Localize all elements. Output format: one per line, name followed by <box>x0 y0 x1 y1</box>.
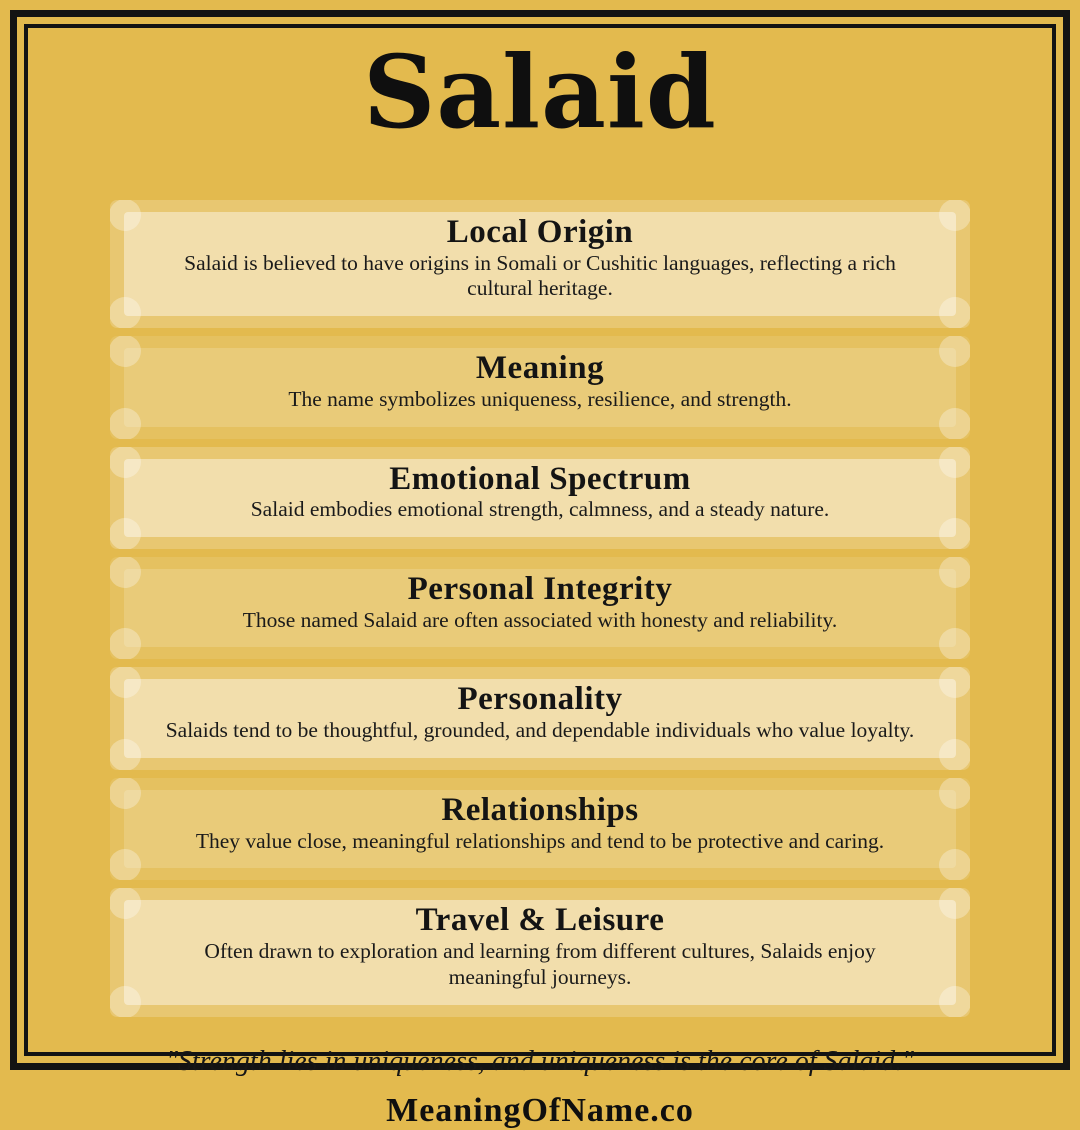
corner-dot-icon <box>939 849 970 880</box>
card-panel <box>124 679 956 757</box>
card-emotional-spectrum <box>110 447 970 549</box>
corner-dot-icon <box>939 408 970 439</box>
card-body: Salaid embodies emotional strength, calmness, and a steady nature. <box>250 497 830 522</box>
corner-dot-icon <box>110 518 141 549</box>
corner-dot-icon <box>110 849 141 880</box>
card-panel <box>124 900 956 1004</box>
card-heading: Meaning <box>475 350 605 387</box>
card-heading: Travel & Leisure <box>415 902 665 939</box>
card-personal-integrity <box>110 557 970 659</box>
card-body: Salaids tend to be thoughtful, grounded, and dependable individuals who value loyalty. <box>165 718 915 743</box>
card-meaning <box>110 336 970 438</box>
corner-dot-icon <box>939 888 970 919</box>
corner-dot-icon <box>939 628 970 659</box>
card-heading: Personality <box>457 681 623 718</box>
corner-dot-icon <box>939 739 970 770</box>
corner-dot-icon <box>939 297 970 328</box>
card-body: Often drawn to exploration and learning from different cultures, Salaids enjoy meaningful journeys. <box>204 938 876 989</box>
card-panel <box>124 790 956 868</box>
footer-quote: "Strength lies in uniqueness, and uniqueness is the core of Salaid." <box>166 1045 914 1077</box>
corner-dot-icon <box>110 628 141 659</box>
card-panel <box>124 212 956 316</box>
card-panel <box>124 569 956 647</box>
card-local-origin <box>110 200 970 328</box>
cards-list <box>110 200 970 1017</box>
corner-dot-icon <box>939 667 970 698</box>
website-name: MeaningOfName.co <box>386 1092 694 1130</box>
card-travel-leisure <box>110 888 970 1016</box>
card-body: Those named Salaid are often associated with honesty and reliability. <box>242 607 838 632</box>
card-panel <box>124 459 956 537</box>
page-title: Salaid <box>363 33 717 151</box>
corner-dot-icon <box>939 778 970 809</box>
corner-dot-icon <box>110 297 141 328</box>
corner-dot-icon <box>110 986 141 1017</box>
card-heading: Local Origin <box>446 214 634 250</box>
corner-dot-icon <box>939 200 970 231</box>
corner-dot-icon <box>939 518 970 549</box>
card-body: They value close, meaningful relationships and tend to be protective and caring. <box>195 828 885 853</box>
card-heading: Relationships <box>441 791 639 828</box>
corner-dot-icon <box>939 336 970 367</box>
corner-dot-icon <box>939 986 970 1017</box>
card-personality <box>110 667 970 769</box>
card-heading: Personal Integrity <box>407 571 673 608</box>
corner-dot-icon <box>110 739 141 770</box>
corner-dot-icon <box>939 557 970 588</box>
card-body: Salaid is believed to have origins in Somali or Cushitic languages, reflecting a rich cultural heritage. <box>184 250 896 301</box>
corner-dot-icon <box>939 447 970 478</box>
card-body: The name symbolizes uniqueness, resilience, and strength. <box>288 386 792 411</box>
card-relationships <box>110 778 970 880</box>
card-panel <box>124 348 956 426</box>
corner-dot-icon <box>110 408 141 439</box>
card-heading: Emotional Spectrum <box>389 460 691 497</box>
